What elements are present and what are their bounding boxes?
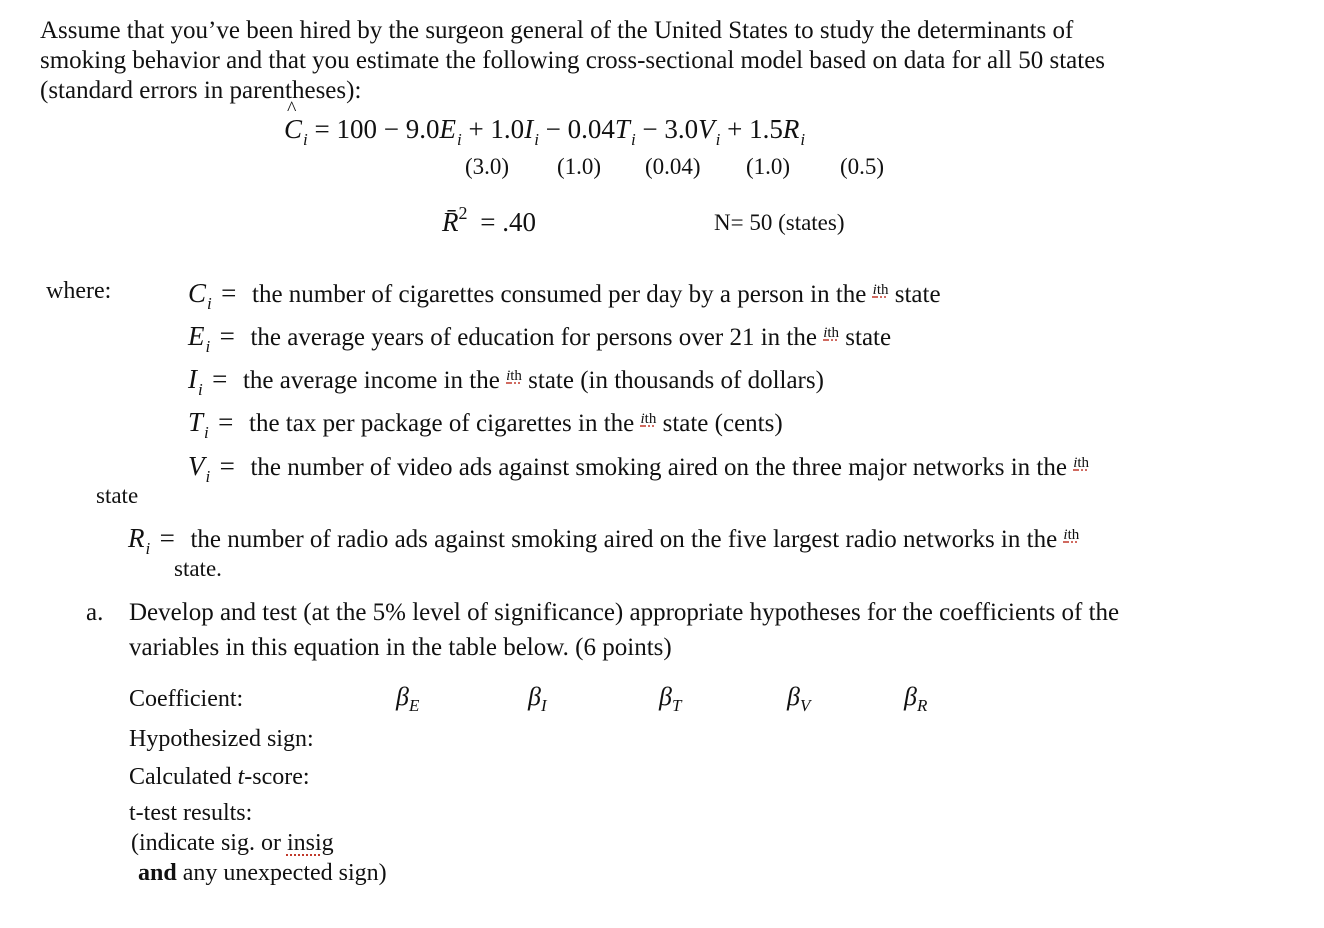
beta-R: $\beta_R$	[904, 682, 928, 716]
standard-error-I: (1.0)	[557, 154, 602, 179]
question-line-1: Develop and test (at the 5% level of significance) appropriate hypotheses for the coefficients of the	[129, 599, 1120, 626]
beta-T: $\beta_T$	[659, 682, 682, 716]
t-test-results-label: t-test results:	[129, 800, 253, 826]
definition-I: $I_i$ = the average income in the $^{ith}$ state (in thousands of dollars)	[188, 364, 824, 399]
beta-V: $\beta_V$	[787, 682, 811, 716]
beta-E: $\beta_E$	[396, 682, 420, 716]
definition-V: $V_i$ = the number of video ads against smoking aired on the three major networks in the $^{ith}$	[188, 451, 1090, 486]
t-test-note-line-1: (indicate sig. or insig	[131, 830, 334, 856]
standard-error-R: (0.5)	[840, 154, 885, 179]
hypothesized-sign-label: Hypothesized sign:	[129, 726, 314, 752]
definition-V-wrap: state	[96, 483, 139, 508]
regression-equation: C ^ $_i = 100 - 9.0E_i + 1.0I_i - 0.04T_i - 3.0V_i + 1.5R_i$	[284, 98, 806, 149]
intro-line-2: smoking behavior and that you estimate the following cross-sectional model based on data for all 50 states	[40, 47, 1106, 74]
question-marker: a.	[86, 599, 104, 626]
intro-line-3: (standard errors in parentheses):	[40, 77, 362, 104]
standard-error-V: (1.0)	[746, 154, 791, 179]
definition-R-wrap: state.	[174, 556, 222, 581]
definition-R: $R_i$ = the number of radio ads against smoking aired on the five largest radio networks in the $^{ith}$	[128, 523, 1080, 558]
standard-error-T: (0.04)	[645, 154, 701, 179]
sample-size: N= 50 (states)	[714, 210, 845, 235]
lhs-variable: C	[284, 114, 303, 144]
r-squared: R̄$^2$ = .40	[442, 203, 536, 237]
coefficient-label: Coefficient:	[129, 686, 244, 712]
beta-I: $\beta_I$	[528, 682, 547, 716]
standard-error-E: (3.0)	[465, 154, 510, 179]
intro-line-1: Assume that you’ve been hired by the surgeon general of the United States to study the determinants of	[40, 17, 1074, 44]
definition-C: $C_i$ = the number of cigarettes consumed per day by a person in the $^{ith}$ state	[188, 278, 941, 313]
where-label: where:	[46, 278, 112, 304]
equation-rhs: = 100 − 9.0	[314, 114, 440, 144]
definition-E: $E_i$ = the average years of education for persons over 21 in the $^{ith}$ state	[188, 321, 892, 356]
calculated-t-score-label: Calculated t-score:	[129, 764, 310, 790]
hat-mark: ^	[287, 98, 297, 120]
definition-T: $T_i$ = the tax per package of cigarettes in the $^{ith}$ state (cents)	[188, 407, 783, 442]
question-line-2: variables in this equation in the table below. (6 points)	[129, 634, 672, 661]
t-test-note-line-2: and any unexpected sign)	[138, 860, 387, 886]
